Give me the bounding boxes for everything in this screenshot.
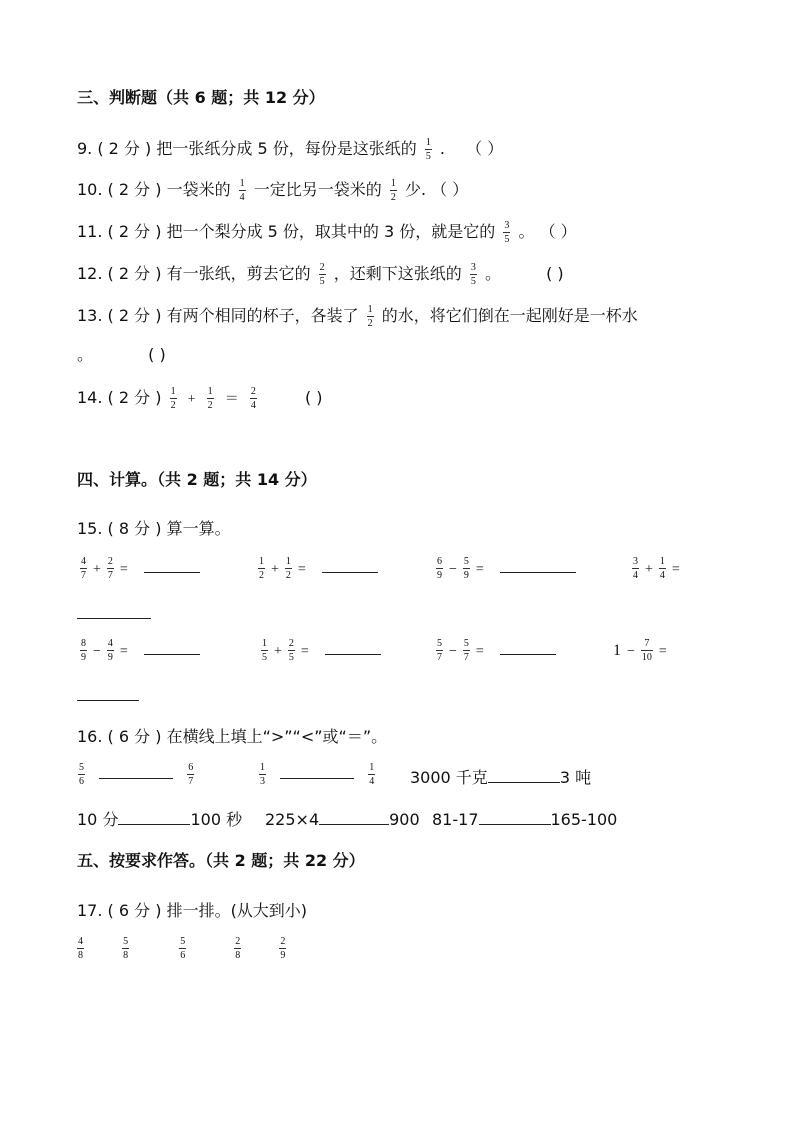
q12-answer-paren[interactable]: ( ) bbox=[546, 264, 564, 283]
q16-number: 16. ( 6 分 ) bbox=[77, 727, 162, 746]
q17-fraction-3: $\frac{5}{6}$ bbox=[180, 936, 186, 961]
question-14 bbox=[77, 386, 323, 411]
q15-row2-item1: $\frac{8}{9}$ − $\frac{4}{9}$ = bbox=[77, 638, 200, 663]
q16-compare-6: 81-17 165-100 bbox=[432, 810, 618, 829]
q17-number: 17. ( 6 分 ) bbox=[77, 901, 162, 920]
q17-fractions bbox=[74, 936, 289, 961]
q9-number: 9. ( 2 分 ) bbox=[77, 139, 152, 158]
q9-text-1: 把一张纸分成 5 份，每份是这张纸的 bbox=[156, 139, 417, 158]
q16-compare-2: $\frac{1}{3}$ $\frac{1}{4}$ bbox=[260, 762, 375, 787]
q15-row2-blank4-wrap bbox=[77, 686, 139, 706]
question-12 bbox=[77, 262, 564, 287]
q15-row2-blank1[interactable] bbox=[144, 640, 200, 655]
q15-row1-blank2[interactable] bbox=[322, 558, 378, 573]
q12-text-3: 。 bbox=[484, 264, 501, 283]
q16-blank-6[interactable] bbox=[479, 810, 551, 825]
q15-row2-blank2[interactable] bbox=[325, 640, 381, 655]
q9-answer-paren[interactable]: （ ） bbox=[466, 139, 504, 158]
q15-row2-item4: 1 − $\frac{7}{10}$ = bbox=[613, 638, 667, 663]
q13-fraction: $\frac{1}{2}$ bbox=[367, 304, 373, 329]
q15-row1-item2: $\frac{1}{2}$ + $\frac{1}{2}$ = bbox=[255, 556, 378, 581]
question-15 bbox=[77, 519, 231, 539]
q14-fraction-2: $\frac{1}{2}$ bbox=[207, 386, 213, 411]
q15-row2-blank3[interactable] bbox=[500, 640, 556, 655]
section-3-title: 三、判断题（共 6 题；共 12 分） bbox=[77, 88, 325, 107]
q12-fraction-2: $\frac{3}{5}$ bbox=[470, 262, 476, 287]
q12-number: 12. ( 2 分 ) bbox=[77, 264, 162, 283]
q12-text-1: 有一张纸，剪去它的 bbox=[166, 264, 311, 283]
q11-fraction: $\frac{3}{5}$ bbox=[504, 220, 510, 245]
q10-number: 10. ( 2 分 ) bbox=[77, 180, 162, 199]
q16-blank-4[interactable] bbox=[118, 810, 190, 825]
q11-text-1: 把一个梨分成 5 份，取其中的 3 份，就是它的 bbox=[166, 222, 496, 241]
q16-blank-3[interactable] bbox=[488, 768, 560, 783]
question-9 bbox=[77, 137, 503, 162]
q17-text: 排一排。(从大到小) bbox=[166, 901, 308, 920]
q15-row1-blank1[interactable] bbox=[144, 558, 200, 573]
q17-fraction-4: $\frac{2}{8}$ bbox=[235, 936, 241, 961]
q16-blank-1[interactable] bbox=[99, 764, 173, 779]
q14-number: 14. ( 2 分 ) bbox=[77, 388, 162, 407]
q12-text-2: ，还剩下这张纸的 bbox=[333, 264, 462, 283]
question-17 bbox=[77, 901, 307, 921]
q10-text-1: 一袋米的 bbox=[166, 180, 231, 199]
q15-row1-item4: $\frac{3}{4}$ + $\frac{1}{4}$ = bbox=[633, 556, 680, 581]
q10-text-3: 少. bbox=[404, 180, 427, 199]
q15-text: 算一算。 bbox=[166, 519, 231, 538]
q9-fraction: $\frac{1}{5}$ bbox=[425, 137, 431, 162]
q15-row1-item1: $\frac{4}{7}$ + $\frac{2}{7}$ = bbox=[77, 556, 200, 581]
q16-blank-5[interactable] bbox=[319, 810, 389, 825]
q15-row2-item3: $\frac{5}{7}$ − $\frac{5}{7}$ = bbox=[433, 638, 556, 663]
section-5-title: 五、按要求作答。（共 2 题；共 22 分） bbox=[77, 851, 365, 870]
question-13 bbox=[77, 304, 638, 329]
q13-text-3: 。 bbox=[77, 345, 94, 364]
q14-answer-paren[interactable]: ( ) bbox=[304, 388, 323, 407]
q10-text-2: 一定比另一袋米的 bbox=[253, 180, 382, 199]
q16-compare-4: 10 分 100 秒 bbox=[77, 810, 243, 829]
q9-text-2: . bbox=[439, 139, 446, 158]
q15-row1-blank4[interactable] bbox=[77, 604, 151, 619]
q15-row1-blank4-wrap bbox=[77, 604, 151, 624]
q12-fraction-1: $\frac{2}{5}$ bbox=[319, 262, 325, 287]
q14-fraction-1: $\frac{1}{2}$ bbox=[170, 386, 176, 411]
q11-number: 11. ( 2 分 ) bbox=[77, 222, 162, 241]
q10-fraction-2: $\frac{1}{2}$ bbox=[390, 178, 396, 203]
q15-row1-blank3[interactable] bbox=[500, 558, 576, 573]
question-16 bbox=[77, 727, 387, 747]
q16-text: 在横线上填上“>”“<”或“＝”。 bbox=[166, 727, 388, 746]
q15-number: 15. ( 8 分 ) bbox=[77, 519, 162, 538]
q10-answer-paren[interactable]: （ ） bbox=[431, 180, 469, 199]
question-11 bbox=[77, 220, 577, 245]
q11-answer-paren[interactable]: （ ） bbox=[539, 222, 577, 241]
q15-row1-item3: $\frac{6}{9}$ − $\frac{5}{9}$ = bbox=[433, 556, 576, 581]
q17-fraction-5: $\frac{2}{9}$ bbox=[280, 936, 286, 961]
q14-fraction-3: $\frac{2}{4}$ bbox=[250, 386, 256, 411]
q13-number: 13. ( 2 分 ) bbox=[77, 306, 162, 325]
question-10 bbox=[77, 178, 468, 203]
q15-row2-blank4[interactable] bbox=[77, 686, 139, 701]
section-4-title: 四、计算。（共 2 题；共 14 分） bbox=[77, 470, 317, 489]
q16-compare-1: $\frac{5}{6}$ $\frac{6}{7}$ bbox=[79, 762, 194, 787]
q10-fraction-1: $\frac{1}{4}$ bbox=[239, 178, 245, 203]
q16-compare-3: 3000 千克 3 吨 bbox=[410, 768, 592, 787]
q17-fraction-1: $\frac{4}{8}$ bbox=[78, 936, 83, 961]
question-13-cont bbox=[77, 345, 166, 365]
q14-plus: + bbox=[187, 392, 196, 407]
q13-answer-paren[interactable]: ( ) bbox=[148, 345, 166, 364]
q14-equals: ＝ bbox=[224, 392, 239, 407]
q15-row2-item2: $\frac{1}{5}$ + $\frac{2}{5}$ = bbox=[258, 638, 381, 663]
q11-text-2: 。 bbox=[518, 222, 535, 241]
q13-text-2: 的水，将它们倒在一起刚好是一杯水 bbox=[381, 306, 638, 325]
q16-compare-5: 225×4 900 bbox=[265, 810, 420, 829]
q17-fraction-2: $\frac{5}{8}$ bbox=[123, 936, 129, 961]
q16-blank-2[interactable] bbox=[280, 764, 354, 779]
q13-text-1: 有两个相同的杯子，各装了 bbox=[166, 306, 359, 325]
